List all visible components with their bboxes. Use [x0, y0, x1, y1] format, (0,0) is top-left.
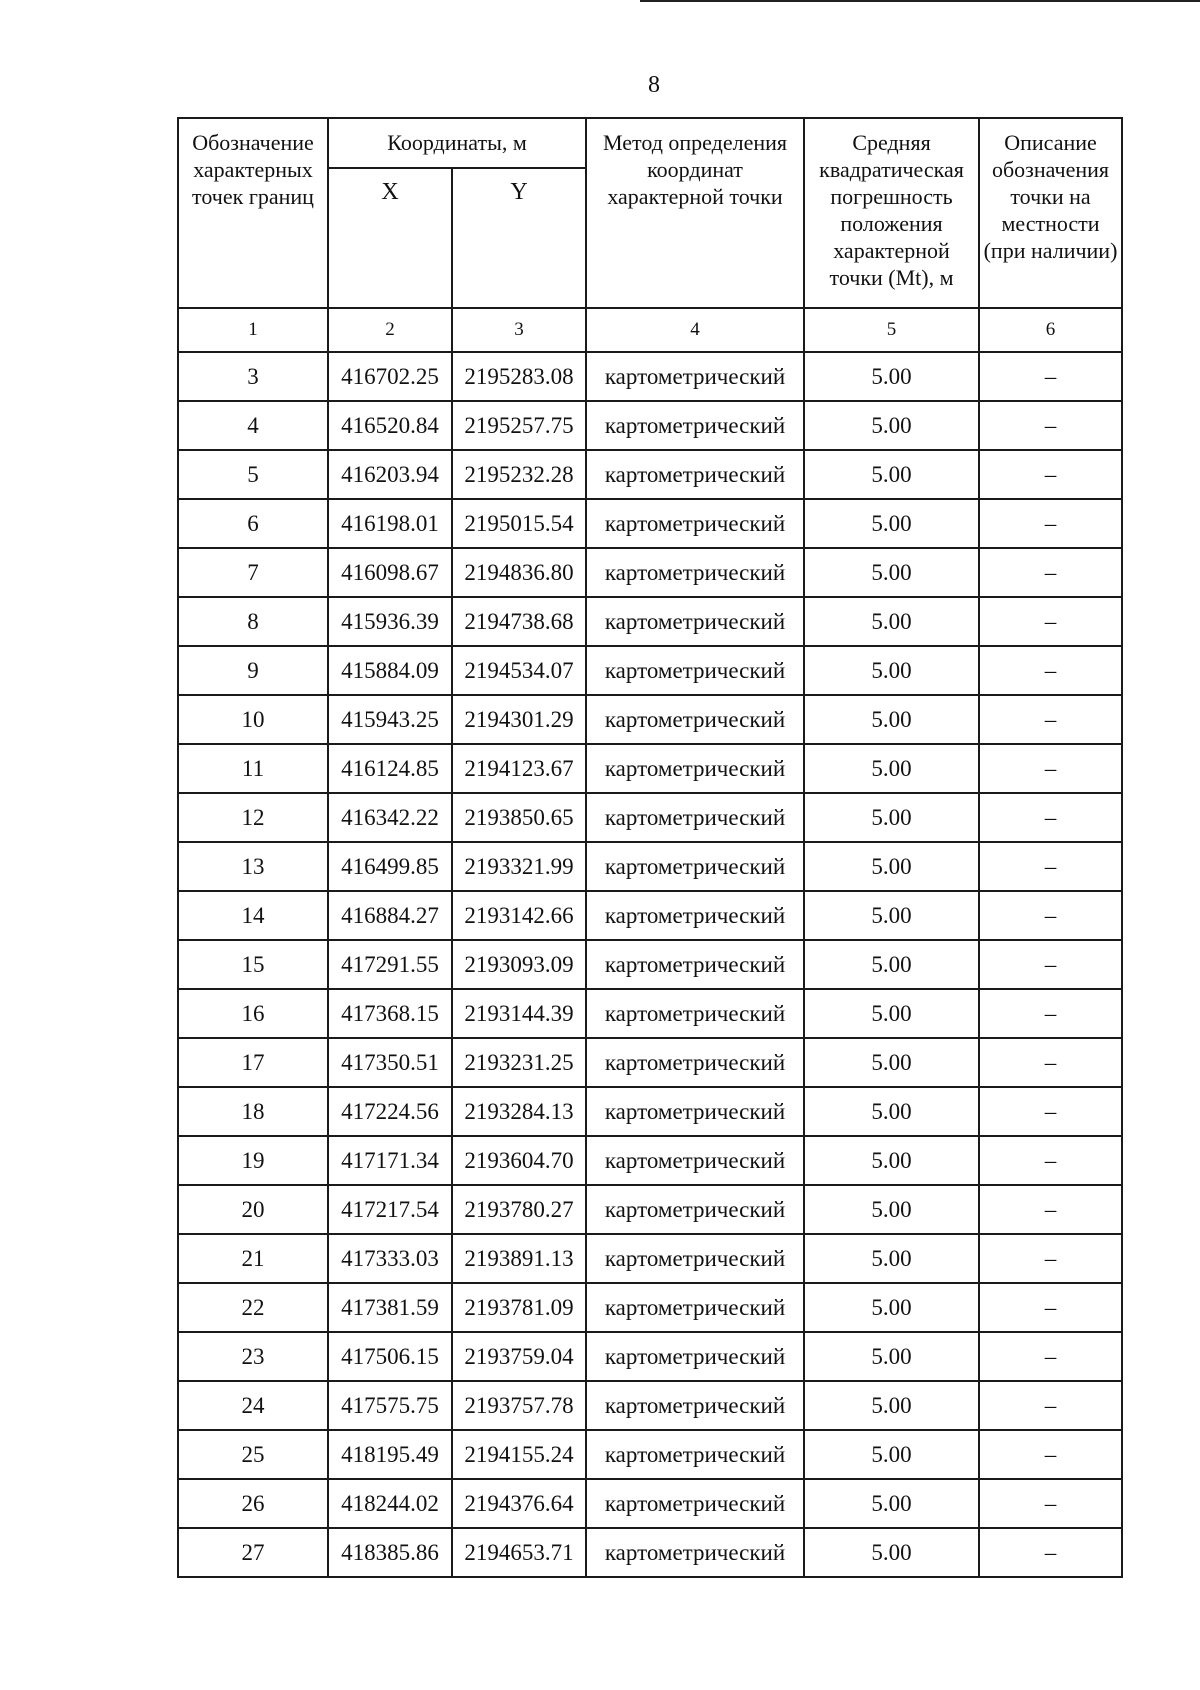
column-number: 1	[178, 308, 328, 352]
y-coordinate-cell: 2195015.54	[452, 499, 586, 548]
error-cell: 5.00	[804, 1234, 979, 1283]
point-cell: 11	[178, 744, 328, 793]
y-coordinate-cell: 2193604.70	[452, 1136, 586, 1185]
table-row	[178, 597, 1122, 646]
x-coordinate-cell: 416520.84	[328, 401, 452, 450]
error-cell: 5.00	[804, 695, 979, 744]
method-cell: картометрический	[586, 1038, 804, 1087]
method-cell: картометрический	[586, 891, 804, 940]
y-coordinate-cell: 2193757.78	[452, 1381, 586, 1430]
x-coordinate-cell: 417333.03	[328, 1234, 452, 1283]
method-cell: картометрический	[586, 548, 804, 597]
table-row	[178, 1479, 1122, 1528]
method-cell: картометрический	[586, 940, 804, 989]
y-coordinate-cell: 2195232.28	[452, 450, 586, 499]
x-coordinate-cell: 415884.09	[328, 646, 452, 695]
point-cell: 3	[178, 352, 328, 401]
point-cell: 24	[178, 1381, 328, 1430]
description-cell: –	[979, 597, 1122, 646]
method-cell: картометрический	[586, 1479, 804, 1528]
table-row	[178, 1185, 1122, 1234]
y-coordinate-cell: 2193780.27	[452, 1185, 586, 1234]
y-coordinate-cell: 2193759.04	[452, 1332, 586, 1381]
description-cell: –	[979, 352, 1122, 401]
description-cell: –	[979, 1234, 1122, 1283]
y-coordinate-cell: 2194836.80	[452, 548, 586, 597]
y-coordinate-cell: 2193231.25	[452, 1038, 586, 1087]
point-cell: 6	[178, 499, 328, 548]
error-cell: 5.00	[804, 401, 979, 450]
description-cell: –	[979, 1087, 1122, 1136]
method-cell: картометрический	[586, 1381, 804, 1430]
method-cell: картометрический	[586, 1283, 804, 1332]
header-y: Y	[452, 168, 586, 308]
y-coordinate-cell: 2193144.39	[452, 989, 586, 1038]
point-cell: 21	[178, 1234, 328, 1283]
method-cell: картометрический	[586, 646, 804, 695]
description-cell: –	[979, 1381, 1122, 1430]
y-coordinate-cell: 2194123.67	[452, 744, 586, 793]
x-coordinate-cell: 416702.25	[328, 352, 452, 401]
y-coordinate-cell: 2194301.29	[452, 695, 586, 744]
point-cell: 12	[178, 793, 328, 842]
error-cell: 5.00	[804, 1332, 979, 1381]
x-coordinate-cell: 417575.75	[328, 1381, 452, 1430]
x-coordinate-cell: 416499.85	[328, 842, 452, 891]
point-cell: 27	[178, 1528, 328, 1577]
header-coordinates: Координаты, м	[328, 118, 586, 168]
error-cell: 5.00	[804, 352, 979, 401]
table-row	[178, 1381, 1122, 1430]
header-error: Средняя квадратическая погрешность положения характерной точки (Mt), м	[804, 118, 979, 308]
description-cell: –	[979, 1136, 1122, 1185]
y-coordinate-cell: 2193284.13	[452, 1087, 586, 1136]
x-coordinate-cell: 415943.25	[328, 695, 452, 744]
column-number: 2	[328, 308, 452, 352]
error-cell: 5.00	[804, 940, 979, 989]
point-cell: 15	[178, 940, 328, 989]
point-cell: 7	[178, 548, 328, 597]
table-row	[178, 695, 1122, 744]
method-cell: картометрический	[586, 989, 804, 1038]
x-coordinate-cell: 417224.56	[328, 1087, 452, 1136]
top-border-rule	[640, 0, 1200, 2]
y-coordinate-cell: 2194534.07	[452, 646, 586, 695]
x-coordinate-cell: 418244.02	[328, 1479, 452, 1528]
description-cell: –	[979, 450, 1122, 499]
header-method: Метод определения координат характерной точки	[586, 118, 804, 308]
table-row	[178, 499, 1122, 548]
error-cell: 5.00	[804, 646, 979, 695]
table-row	[178, 842, 1122, 891]
x-coordinate-cell: 416884.27	[328, 891, 452, 940]
point-cell: 18	[178, 1087, 328, 1136]
method-cell: картометрический	[586, 695, 804, 744]
error-cell: 5.00	[804, 1283, 979, 1332]
y-coordinate-cell: 2193850.65	[452, 793, 586, 842]
point-cell: 19	[178, 1136, 328, 1185]
description-cell: –	[979, 499, 1122, 548]
point-cell: 23	[178, 1332, 328, 1381]
table-row	[178, 1087, 1122, 1136]
table-row	[178, 1528, 1122, 1577]
error-cell: 5.00	[804, 744, 979, 793]
point-cell: 20	[178, 1185, 328, 1234]
y-coordinate-cell: 2194376.64	[452, 1479, 586, 1528]
point-cell: 5	[178, 450, 328, 499]
error-cell: 5.00	[804, 499, 979, 548]
error-cell: 5.00	[804, 891, 979, 940]
y-coordinate-cell: 2193093.09	[452, 940, 586, 989]
method-cell: картометрический	[586, 744, 804, 793]
point-cell: 16	[178, 989, 328, 1038]
table-body	[178, 352, 1122, 1577]
x-coordinate-cell: 418385.86	[328, 1528, 452, 1577]
table-row	[178, 989, 1122, 1038]
point-cell: 22	[178, 1283, 328, 1332]
column-number: 6	[979, 308, 1122, 352]
method-cell: картометрический	[586, 1185, 804, 1234]
table-row	[178, 1136, 1122, 1185]
error-cell: 5.00	[804, 1479, 979, 1528]
point-cell: 13	[178, 842, 328, 891]
method-cell: картометрический	[586, 793, 804, 842]
table-row	[178, 450, 1122, 499]
description-cell: –	[979, 744, 1122, 793]
table-row	[178, 646, 1122, 695]
description-cell: –	[979, 695, 1122, 744]
error-cell: 5.00	[804, 989, 979, 1038]
table-row	[178, 744, 1122, 793]
point-cell: 14	[178, 891, 328, 940]
description-cell: –	[979, 1332, 1122, 1381]
table-row	[178, 1234, 1122, 1283]
table-row	[178, 1283, 1122, 1332]
y-coordinate-cell: 2193321.99	[452, 842, 586, 891]
description-cell: –	[979, 548, 1122, 597]
error-cell: 5.00	[804, 1528, 979, 1577]
boundary-points-table	[177, 117, 1123, 1578]
method-cell: картометрический	[586, 450, 804, 499]
error-cell: 5.00	[804, 1430, 979, 1479]
x-coordinate-cell: 417217.54	[328, 1185, 452, 1234]
method-cell: картометрический	[586, 352, 804, 401]
header-x: X	[328, 168, 452, 308]
table-row	[178, 401, 1122, 450]
method-cell: картометрический	[586, 1087, 804, 1136]
description-cell: –	[979, 793, 1122, 842]
description-cell: –	[979, 1185, 1122, 1234]
x-coordinate-cell: 418195.49	[328, 1430, 452, 1479]
table-row	[178, 548, 1122, 597]
method-cell: картометрический	[586, 1234, 804, 1283]
method-cell: картометрический	[586, 1528, 804, 1577]
header-designation: Обозначение характерных точек границ	[178, 118, 328, 308]
description-cell: –	[979, 1430, 1122, 1479]
method-cell: картометрический	[586, 499, 804, 548]
error-cell: 5.00	[804, 450, 979, 499]
table-row	[178, 940, 1122, 989]
column-number-row	[178, 308, 1122, 352]
table-row	[178, 1332, 1122, 1381]
x-coordinate-cell: 416124.85	[328, 744, 452, 793]
error-cell: 5.00	[804, 548, 979, 597]
column-number: 4	[586, 308, 804, 352]
y-coordinate-cell: 2194738.68	[452, 597, 586, 646]
x-coordinate-cell: 417368.15	[328, 989, 452, 1038]
method-cell: картометрический	[586, 1332, 804, 1381]
method-cell: картометрический	[586, 1136, 804, 1185]
column-number: 3	[452, 308, 586, 352]
y-coordinate-cell: 2195283.08	[452, 352, 586, 401]
method-cell: картометрический	[586, 1430, 804, 1479]
x-coordinate-cell: 417381.59	[328, 1283, 452, 1332]
page-number: 8	[648, 72, 660, 98]
description-cell: –	[979, 401, 1122, 450]
y-coordinate-cell: 2193142.66	[452, 891, 586, 940]
table-row	[178, 1430, 1122, 1479]
error-cell: 5.00	[804, 1136, 979, 1185]
y-coordinate-cell: 2194653.71	[452, 1528, 586, 1577]
point-cell: 9	[178, 646, 328, 695]
x-coordinate-cell: 416198.01	[328, 499, 452, 548]
description-cell: –	[979, 646, 1122, 695]
description-cell: –	[979, 1528, 1122, 1577]
description-cell: –	[979, 891, 1122, 940]
error-cell: 5.00	[804, 1087, 979, 1136]
x-coordinate-cell: 416098.67	[328, 548, 452, 597]
table-row	[178, 793, 1122, 842]
x-coordinate-cell: 416203.94	[328, 450, 452, 499]
error-cell: 5.00	[804, 842, 979, 891]
y-coordinate-cell: 2195257.75	[452, 401, 586, 450]
description-cell: –	[979, 1038, 1122, 1087]
column-number: 5	[804, 308, 979, 352]
header-description: Описание обозначения точки на местности (при наличии)	[979, 118, 1122, 308]
method-cell: картометрический	[586, 401, 804, 450]
description-cell: –	[979, 940, 1122, 989]
x-coordinate-cell: 417350.51	[328, 1038, 452, 1087]
y-coordinate-cell: 2193891.13	[452, 1234, 586, 1283]
table-row	[178, 891, 1122, 940]
point-cell: 8	[178, 597, 328, 646]
method-cell: картометрический	[586, 842, 804, 891]
point-cell: 25	[178, 1430, 328, 1479]
y-coordinate-cell: 2193781.09	[452, 1283, 586, 1332]
point-cell: 10	[178, 695, 328, 744]
error-cell: 5.00	[804, 597, 979, 646]
point-cell: 4	[178, 401, 328, 450]
table-header	[178, 118, 1122, 352]
description-cell: –	[979, 1283, 1122, 1332]
x-coordinate-cell: 415936.39	[328, 597, 452, 646]
x-coordinate-cell: 416342.22	[328, 793, 452, 842]
point-cell: 17	[178, 1038, 328, 1087]
error-cell: 5.00	[804, 1185, 979, 1234]
x-coordinate-cell: 417171.34	[328, 1136, 452, 1185]
point-cell: 26	[178, 1479, 328, 1528]
error-cell: 5.00	[804, 793, 979, 842]
error-cell: 5.00	[804, 1038, 979, 1087]
method-cell: картометрический	[586, 597, 804, 646]
x-coordinate-cell: 417291.55	[328, 940, 452, 989]
x-coordinate-cell: 417506.15	[328, 1332, 452, 1381]
y-coordinate-cell: 2194155.24	[452, 1430, 586, 1479]
table-row	[178, 352, 1122, 401]
table-row	[178, 1038, 1122, 1087]
description-cell: –	[979, 842, 1122, 891]
description-cell: –	[979, 989, 1122, 1038]
error-cell: 5.00	[804, 1381, 979, 1430]
description-cell: –	[979, 1479, 1122, 1528]
